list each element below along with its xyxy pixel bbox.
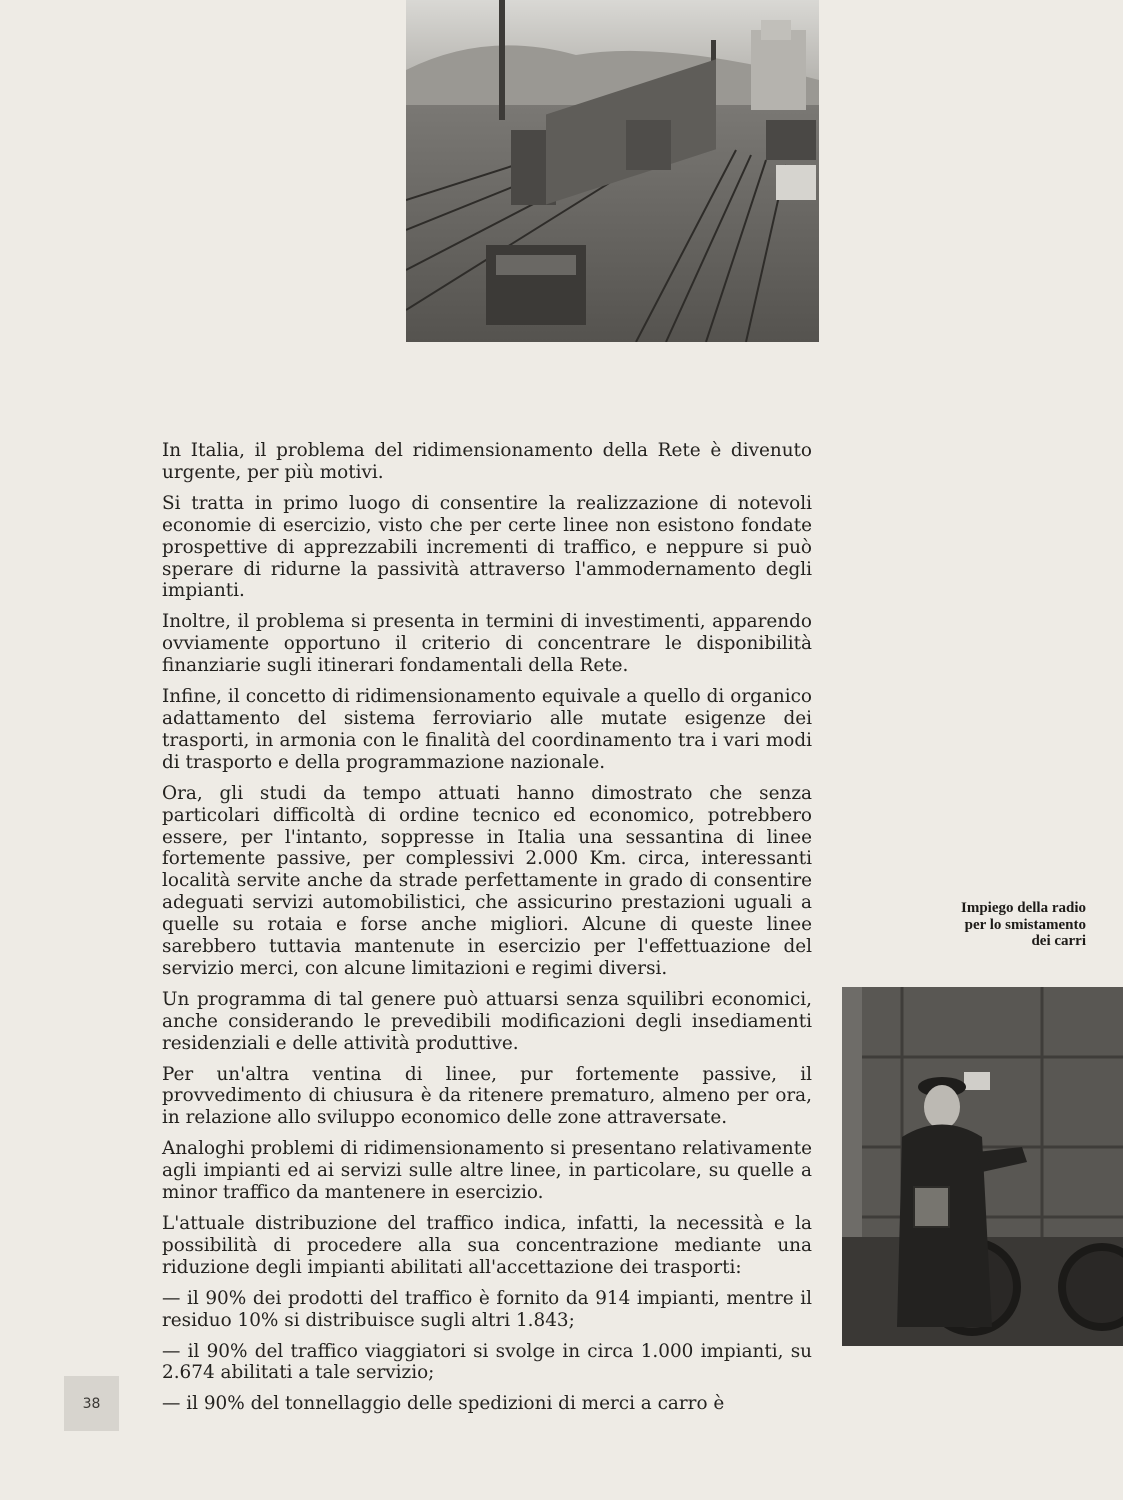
radio-worker-photo bbox=[842, 987, 1123, 1346]
paragraph: Per un'altra ventina di linee, pur fortemente passive, il provvedimento di chiusura è da ritenere prematuro, almeno per ora, in relazione allo sviluppo economico delle zone attraversate. bbox=[162, 1063, 812, 1129]
paragraph: L'attuale distribuzione del traffico indica, infatti, la necessità e la possibilità di procedere alla sua concentrazione mediante una riduzione degli impianti abilitati all'accettazione dei trasporti: bbox=[162, 1213, 812, 1278]
paragraph: Infine, il concetto di ridimensionamento equivale a quello di organico adattamento del sistema ferroviario alle mutate esigenze dei trasporti, in armonia con le finalità del coordinamento tra i vari modi di trasporto e della programmazione nazionale. bbox=[162, 686, 812, 773]
caption-line: Impiego della radio bbox=[960, 900, 1086, 916]
railway-yard-photo bbox=[406, 0, 819, 342]
paragraph: Inoltre, il problema si presenta in termini di investimenti, apparendo ovviamente opportuno il criterio di concentrare le disponibilità finanziarie sugli itinerari fondamentali della Rete. bbox=[162, 611, 812, 677]
photo-caption bbox=[900, 900, 1086, 950]
paragraph: Ora, gli studi da tempo attuati hanno dimostrato che senza particolari difficoltà di ordine tecnico ed economico, potrebbero essere, per l'intanto, soppresse in Italia una sessantina di linee fortemente passive, per complessivi 2.000 Km. circa, interessanti località servite anche da strade perfettamente in grado di consentire adeguati servizi automobilistici, che assicurino prestazioni uguali a quelle su rotaia e forse anche migliori. Alcune di queste linee sarebbero tuttavia mantenute in esercizio per l'effettuazione del servizio merci, con alcune limitazioni e regimi diversi. bbox=[162, 782, 812, 979]
paragraph: Si tratta in primo luogo di consentire la realizzazione di notevoli economie di esercizio, visto che per certe linee non esistono fondate prospettive di apprezzabili incrementi di traffico, e neppure si può sperare di ridurne la passività attraverso l'ammodernamento degli impianti. bbox=[162, 492, 812, 602]
paragraph: In Italia, il problema del ridimensionamento della Rete è divenuto urgente, per più motivi. bbox=[162, 440, 812, 483]
caption-line: dei carri bbox=[1031, 933, 1086, 949]
article-body bbox=[162, 440, 812, 1424]
caption-line: per lo smistamento bbox=[964, 916, 1086, 933]
paragraph: Un programma di tal genere può attuarsi senza squilibri economici, anche considerando le prevedibili modificazioni degli insediamenti residenziali e delle attività produttive. bbox=[162, 988, 812, 1054]
list-item: — il 90% dei prodotti del traffico è fornito da 914 impianti, mentre il residuo 10% si distribuisce sugli altri 1.843; bbox=[162, 1287, 812, 1331]
list-item: — il 90% del tonnellaggio delle spedizioni di merci a carro è bbox=[162, 1393, 725, 1415]
page-number: 38 bbox=[64, 1376, 119, 1431]
list-item: — il 90% del traffico viaggiatori si svolge in circa 1.000 impianti, su 2.674 abilitati a tale servizio; bbox=[162, 1340, 812, 1384]
paragraph: Analoghi problemi di ridimensionamento si presentano relativamente agli impianti ed ai servizi sulle altre linee, in particolare, su quelle a minor traffico da mantenere in esercizio. bbox=[162, 1138, 812, 1204]
